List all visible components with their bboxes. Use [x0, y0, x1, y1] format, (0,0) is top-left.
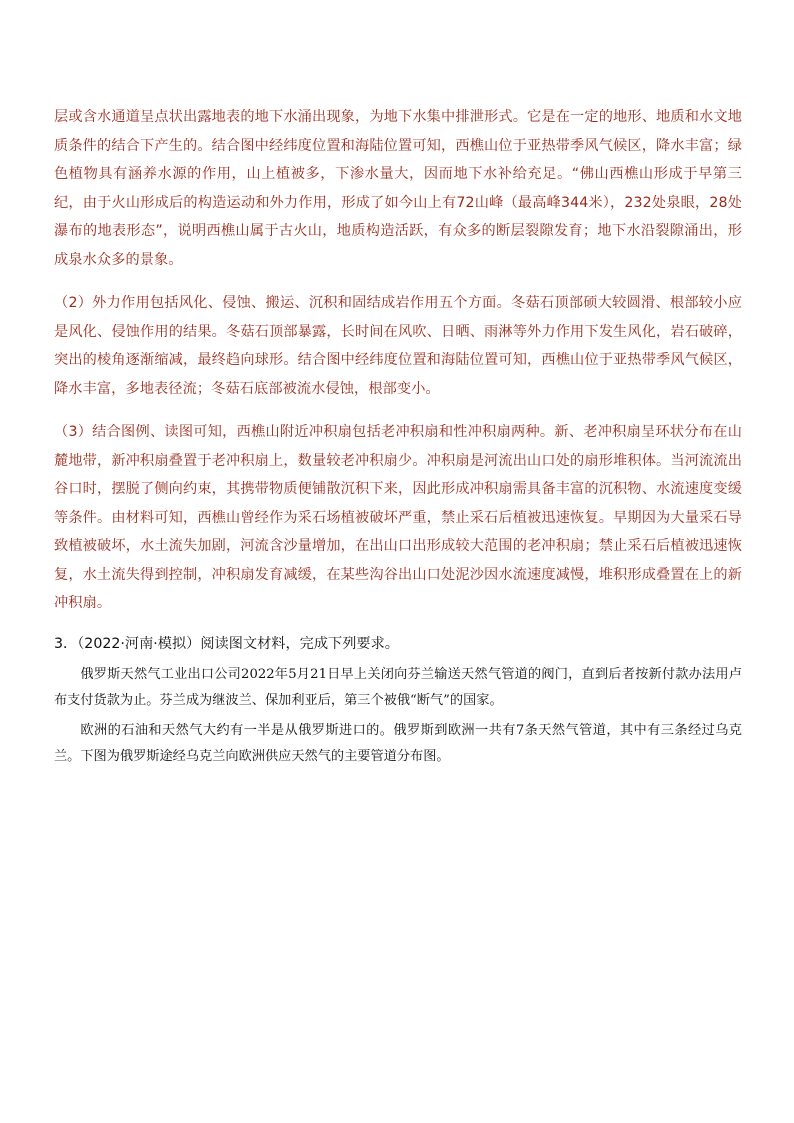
- answer-paragraph-1: 层或含水通道呈点状出露地表的地下水涌出现象，为地下水集中排泄形式。它是在一定的地形、地质和水文地质条件的结合下产生的。结合图中经纬度位置和海陆位置可知，西樵山位于亚热带季风气候区，降水丰富；绿色植物具有涵养水源的作用，山上植被多，下渗水量大，因而地下水补给充足。“佛山西樵山形成于早第三纪，由于火山形成后的构造运动和外力作用，形成了如今山上有72山峰（最高峰344米），232处泉眼，28处瀑布的地表形态”，说明西樵山属于古火山，地质构造活跃，有众多的断层裂隙发育；地下水沿裂隙涌出，形成泉水众多的景象。: [54, 109, 742, 268]
- material-paragraph-1: 俄罗斯天然气工业出口公司2022年5月21日早上关闭向芬兰输送天然气管道的阀门，直到后者按新付款办法用卢布支付货款为止。芬兰成为继波兰、保加利亚后，第三个被俄“断气”的国家。: [54, 667, 742, 708]
- answer-paragraph-3: （3）结合图例、读图可知，西樵山附近冲积扇包括老冲积扇和性冲积扇两种。新、老冲积扇呈环状分布在山麓地带，新冲积扇叠置于老冲积扇上，数量较老冲积扇少。冲积扇是河流出山口处的扇形堆积体。当河流流出谷口时，摆脱了侧向约束，其携带物质便铺散沉积下来，因此形成冲积扇需具备丰富的沉积物、水流速度变缓等条件。由材料可知，西樵山曾经作为采石场植被破坏严重，禁止采石后植被迅速恢复。早期因为大量采石导致植被破坏，水土流失加剧，河流含沙量增加，在出山口出形成较大范围的老冲积扇；禁止采石后植被迅速恢复，水土流失得到控制，冲积扇发育减缓，在某些沟谷出山口处泥沙因水流速度减慢，堆积形成叠置在上的新冲积扇。: [54, 424, 742, 611]
- answer-paragraph-2: （2）外力作用包括风化、侵蚀、搬运、沉积和固结成岩作用五个方面。冬菇石顶部硕大较圆滑、根部较小应是风化、侵蚀作用的结果。冬菇石顶部暴露，长时间在风吹、日晒、雨淋等外力作用下发生风化，岩石破碎，突出的棱角逐渐缩减，最终趋向球形。结合图中经纬度位置和海陆位置可知，西樵山位于亚热带季风气候区，降水丰富，多地表径流；冬菇石底部被流水侵蚀，根部变小。: [54, 295, 742, 397]
- material-paragraph-2: 欧洲的石油和天然气大约有一半是从俄罗斯进口的。俄罗斯到欧洲一共有7条天然气管道，其中有三条经过乌克兰。下图为俄罗斯途经乌克兰向欧洲供应天然气的主要管道分布图。: [54, 723, 742, 764]
- question-heading: 3．（2022·河南·模拟）阅读图文材料，完成下列要求。: [54, 636, 399, 652]
